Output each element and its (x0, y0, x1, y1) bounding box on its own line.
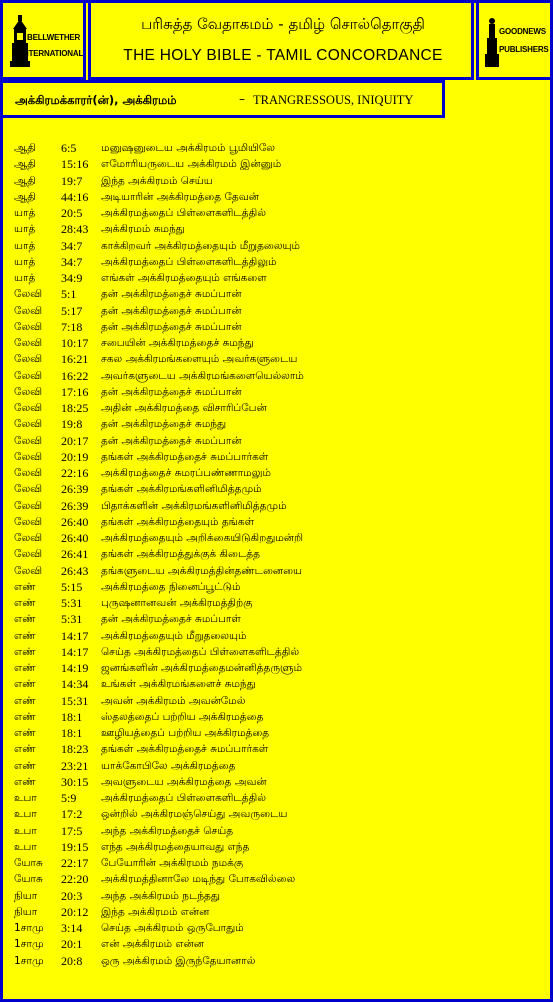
entry-reference: 5:31 (61, 612, 83, 627)
entry-book: 1சாமு (14, 954, 44, 967)
list-item (14, 774, 544, 790)
entry-text: தங்கள் அக்கிரமத்துக்குக் கிடைத்த (101, 548, 260, 561)
keyword-separator: – (239, 92, 245, 106)
list-item (14, 546, 544, 562)
entry-text: அக்கிரமத்தினாலே மடிந்து போகவில்லை (101, 873, 296, 886)
entry-reference: 17:2 (61, 807, 83, 822)
goodnews-logo (485, 13, 549, 69)
list-item (14, 449, 544, 465)
entry-reference: 22:16 (61, 466, 89, 480)
entry-reference: 20:17 (61, 433, 89, 448)
entry-book: லேவி (14, 385, 43, 398)
entry-reference: 34:9 (61, 271, 83, 285)
entry-book: எண் (14, 678, 36, 691)
entry-reference: 20:3 (61, 888, 83, 903)
entry-reference: 14:17 (61, 628, 89, 643)
entry-reference: 17:16 (61, 384, 89, 399)
list-item (14, 644, 544, 660)
entry-text: அவன் அக்கிரமம் அவன்மேல் (101, 694, 246, 707)
bellwether-logo-box (0, 0, 86, 80)
entry-book: எண் (14, 775, 36, 788)
entry-reference: 20:8 (61, 953, 83, 968)
entry-book: லேவி (14, 548, 43, 561)
entry-book: எண் (14, 613, 36, 626)
entry-text: எந்த அக்கிரமத்தையாவது எந்த (101, 840, 250, 853)
entry-reference: 20:19 (61, 449, 89, 464)
entry-book: ஆதி (14, 174, 36, 187)
list-item (14, 953, 544, 969)
entry-text: அக்கிரமத்தைப் பிள்ளைகளிடத்திலும் (101, 255, 277, 268)
right-logo-line2: PUBLISHERS (499, 45, 549, 54)
entry-book: யாத் (14, 272, 36, 284)
entry-text: யாக்கோபிலே அக்கிரமத்தை (101, 759, 236, 772)
entry-reference: 20:5 (61, 206, 83, 220)
entry-text: அக்கிரமம் சுமந்து (101, 223, 185, 236)
entry-book: எண் (14, 694, 36, 707)
entry-text: அக்கிரமத்தைச் சுமரப்பண்ணாமலும் (101, 467, 271, 479)
entry-text: எங்கள் அக்கிரமத்தையும் எங்களை (101, 272, 267, 284)
list-item (14, 693, 544, 709)
list-item (14, 790, 544, 806)
list-item (14, 465, 544, 481)
list-item (14, 270, 544, 286)
entry-reference: 18:25 (61, 401, 89, 415)
list-item (14, 904, 544, 920)
list-item (14, 433, 544, 449)
entry-book: எண் (14, 597, 36, 609)
entry-text: இந்த அக்கிரமம் செய்ய (101, 174, 213, 187)
entry-book: லேவி (14, 402, 43, 414)
list-item (14, 335, 544, 351)
keyword-tamil: அக்கிரமக்காரர்(ன்), அக்கிரமம் (15, 93, 177, 107)
entry-text: அவர்களுடைய அக்கிரமங்களையெல்லாம் (101, 369, 304, 382)
entry-reference: 16:21 (61, 352, 89, 367)
entry-book: லேவி (14, 450, 43, 463)
entry-book: லேவி (14, 320, 43, 333)
entry-book: எண் (14, 629, 36, 642)
entry-reference: 26:40 (61, 531, 89, 545)
statue-icon (485, 17, 499, 67)
title-box (88, 0, 474, 80)
entry-book: லேவி (14, 369, 43, 382)
entry-book: லேவி (14, 418, 43, 431)
entry-reference: 6:5 (61, 141, 77, 155)
entry-reference: 20:1 (61, 937, 83, 952)
entry-text: தங்கள் அக்கிரமத்தைச் சுமப்பார்கள் (101, 743, 269, 756)
left-logo-line1: BELLWETHER (27, 33, 81, 42)
entry-text: அக்கிரமத்தைப் பிள்ளைகளிடத்தில் (101, 792, 266, 804)
entry-reference: 19:8 (61, 417, 83, 432)
entry-book: உபா (14, 792, 37, 804)
entry-text: அவளுடைய அக்கிரமத்தை அவன் (101, 775, 267, 788)
entry-reference: 19:15 (61, 839, 89, 854)
entry-book: எண் (14, 727, 36, 739)
entry-reference: 5:17 (61, 303, 83, 318)
entry-book: லேவி (14, 483, 43, 496)
entry-reference: 5:1 (61, 287, 77, 302)
entry-reference: 26:40 (61, 514, 89, 529)
list-item (14, 563, 544, 579)
entry-book: லேவி (14, 532, 43, 544)
title-tamil: பரிசுத்த வேதாகமம் - தமிழ் சொல்தொகுதி (141, 15, 425, 33)
entry-text: தங்கள் அக்கிரமங்களினிமித்தமும் (101, 483, 262, 496)
entry-book: ஆதி (14, 142, 36, 154)
entry-reference: 26:39 (61, 482, 89, 497)
entry-text: தன் அக்கிரமத்தைச் சுமந்து (101, 418, 227, 431)
entry-book: ஆதி (14, 158, 36, 171)
entry-text: மனுஷனுடைய அக்கிரமம் பூமியிலே (101, 142, 276, 154)
list-item (14, 725, 544, 741)
entry-text: தன் அக்கிரமத்தைச் சுமப்பான் (101, 304, 242, 317)
entry-book: எண் (14, 710, 36, 723)
entry-book: யோசு (14, 873, 43, 886)
entry-text: அந்த அக்கிரமத்தைச் செய்த (101, 824, 234, 837)
entry-reference: 18:23 (61, 742, 89, 757)
entry-text: சபையின் அக்கிரமத்தைச் சுமந்து (101, 337, 254, 349)
entry-text: ஒன்றில் அக்கிரமஞ்செய்து அவருடைய (101, 808, 288, 821)
list-item (14, 871, 544, 887)
entry-book: 1சாமு (14, 922, 44, 934)
entry-text: அதின் அக்கிரமத்தை விசாரிப்பேன் (101, 402, 267, 414)
entry-reference: 14:17 (61, 644, 89, 659)
entry-reference: 26:39 (61, 498, 89, 513)
entry-reference: 34:7 (61, 254, 83, 269)
entry-reference: 23:21 (61, 758, 89, 773)
list-item (14, 481, 544, 497)
entry-reference: 3:14 (61, 921, 83, 935)
list-item (14, 741, 544, 757)
entry-reference: 5:15 (61, 579, 83, 594)
entry-text: ஜனங்களின் அக்கிரமத்தைமன்னித்தருளும் (101, 662, 303, 674)
entry-text: ஒரு அக்கிரமம் இருந்தேயானால் (101, 954, 256, 967)
entry-book: எண் (14, 645, 36, 658)
entry-reference: 18:1 (61, 709, 83, 724)
entry-text: எமோரியருடைய அக்கிரமம் இன்னும் (101, 158, 282, 171)
entry-text: புருஷனானவன் அக்கிரமத்திற்கு (101, 597, 253, 609)
entry-reference: 10:17 (61, 336, 89, 350)
entry-reference: 5:31 (61, 596, 83, 610)
entry-book: எண் (14, 662, 36, 674)
entry-book: லேவி (14, 288, 43, 301)
keyword-heading-box (0, 80, 445, 118)
list-item (14, 416, 544, 432)
entry-text: தன் அக்கிரமத்தைச் சுமப்பான் (101, 434, 242, 447)
entry-book: நியா (14, 905, 38, 918)
list-item (14, 855, 544, 871)
entry-text: செய்த அக்கிரமம் ஒருபோதும் (101, 922, 244, 934)
entry-text: உங்கள் அக்கிரமங்களைச் சுமந்து (101, 678, 256, 691)
entry-text: தன் அக்கிரமத்தைச் சுமப்பாள் (101, 613, 241, 626)
entry-reference: 44:16 (61, 189, 89, 204)
entry-reference: 34:7 (61, 238, 83, 253)
entry-reference: 26:43 (61, 563, 89, 578)
entry-book: நியா (14, 889, 38, 902)
entry-text: அடியாரின் அக்கிரமத்தை தேவன் (101, 190, 259, 203)
concordance-list (14, 140, 544, 969)
bellwether-logo (9, 13, 84, 69)
entry-reference: 18:1 (61, 726, 83, 740)
entry-book: லேவி (14, 304, 43, 317)
list-item (14, 676, 544, 692)
entry-book: லேவி (14, 337, 43, 349)
list-item (14, 498, 544, 514)
list-item (14, 595, 544, 611)
list-item (14, 173, 544, 189)
list-item (14, 400, 544, 416)
entry-book: யாத் (14, 255, 36, 268)
entry-text: என் அக்கிரமம் என்ன (101, 938, 204, 951)
list-item (14, 839, 544, 855)
list-item (14, 936, 544, 952)
entry-text: அக்கிரமத்தை நினைப்பூட்டும் (101, 580, 241, 593)
entry-book: யாத் (14, 207, 36, 219)
list-item (14, 709, 544, 725)
entry-book: லேவி (14, 564, 43, 577)
list-item (14, 514, 544, 530)
entry-book: யாத் (14, 223, 36, 236)
entry-reference: 19:7 (61, 173, 83, 188)
list-item (14, 660, 544, 676)
entry-reference: 15:16 (61, 157, 89, 172)
entry-book: லேவி (14, 499, 43, 512)
entry-text: தன் அக்கிரமத்தைச் சுமப்பான் (101, 288, 242, 301)
list-item (14, 140, 544, 156)
list-item (14, 319, 544, 335)
entry-reference: 28:43 (61, 222, 89, 237)
entry-book: உபா (14, 824, 37, 837)
entry-book: உபா (14, 840, 37, 853)
entry-book: உபா (14, 808, 37, 821)
list-item (14, 286, 544, 302)
list-item (14, 189, 544, 205)
entry-text: செய்த அக்கிரமத்தைப் பிள்ளைகளிடத்தில் (101, 645, 300, 658)
list-item (14, 823, 544, 839)
entry-reference: 26:41 (61, 547, 89, 562)
entry-text: ஸ்தலத்தைப் பற்றிய அக்கிரமத்தை (101, 710, 264, 723)
entry-reference: 5:9 (61, 791, 77, 805)
keyword-english: TRANGRESSOUS, INIQUITY (253, 93, 414, 107)
entry-text: அந்த அக்கிரமம் நடந்தது (101, 889, 221, 902)
entry-book: லேவி (14, 434, 43, 447)
entry-book: எண் (14, 580, 36, 593)
title-english: THE HOLY BIBLE - TAMIL CONCORDANCE (123, 47, 443, 64)
entry-reference: 17:5 (61, 823, 83, 838)
entry-text: அக்கிரமத்தையும் மீறுதலையும் (101, 629, 247, 642)
entry-book: ஆதி (14, 190, 36, 203)
list-item (14, 368, 544, 384)
entry-book: எண் (14, 759, 36, 772)
entry-book: லேவி (14, 353, 43, 366)
entry-reference: 14:19 (61, 661, 89, 675)
list-item (14, 205, 544, 221)
entry-reference: 16:22 (61, 368, 89, 383)
entry-text: அக்கிரமத்தைப் பிள்ளைகளிடத்தில் (101, 207, 266, 219)
list-item (14, 920, 544, 936)
entry-text: தங்கள் அக்கிரமத்தையும் தங்கள் (101, 515, 255, 528)
entry-text: காக்கிறவர் அக்கிரமத்தையும் மீறுதலையும் (101, 239, 301, 252)
entry-reference: 20:12 (61, 904, 89, 919)
entry-book: லேவி (14, 467, 43, 479)
right-logo-line1: GOODNEWS (499, 27, 546, 36)
entry-reference: 7:18 (61, 319, 83, 334)
entry-text: பிதாக்களின் அக்கிரமங்களினிமித்தமும் (101, 499, 287, 512)
list-item (14, 156, 544, 172)
entry-text: தங்கள் அக்கிரமத்தைச் சுமப்பார்கள் (101, 450, 269, 463)
entry-text: தன் அக்கிரமத்தைச் சுமப்பான் (101, 385, 242, 398)
list-item (14, 254, 544, 270)
list-item (14, 806, 544, 822)
entry-reference: 15:31 (61, 693, 89, 708)
entry-book: யோசு (14, 857, 43, 869)
entry-text: சகல அக்கிரமங்களையும் அவர்களுடைய (101, 353, 298, 366)
list-item (14, 758, 544, 774)
entry-text: பேயோரின் அக்கிரமம் நமக்கு (101, 857, 244, 869)
list-item (14, 303, 544, 319)
list-item (14, 530, 544, 546)
list-item (14, 888, 544, 904)
list-item (14, 238, 544, 254)
entry-reference: 14:34 (61, 677, 89, 692)
entry-text: இந்த அக்கிரமம் என்ன (101, 905, 210, 918)
left-logo-line2: INTERNATIONAL (21, 49, 84, 58)
entry-book: எண் (14, 743, 36, 756)
entry-book: 1சாமு (14, 938, 44, 951)
list-item (14, 384, 544, 400)
goodnews-logo-box (476, 0, 553, 80)
entry-text: தன் அக்கிரமத்தைச் சுமப்பான் (101, 320, 242, 333)
entry-text: அக்கிரமத்தையும் அறிக்கையிடுகிறதுமன்றி (101, 532, 304, 544)
entry-text: ஊழியத்தைப் பற்றிய அக்கிரமத்தை (101, 727, 270, 739)
entry-reference: 30:15 (61, 774, 89, 789)
entry-book: யாத் (14, 239, 36, 252)
list-item (14, 611, 544, 627)
entry-reference: 22:17 (61, 856, 89, 870)
entry-text: தங்களுடைய அக்கிரமத்தின்தண்டனையை (101, 564, 303, 577)
list-item (14, 628, 544, 644)
list-item (14, 579, 544, 595)
list-item (14, 221, 544, 237)
entry-reference: 22:20 (61, 872, 89, 887)
entry-book: லேவி (14, 515, 43, 528)
list-item (14, 351, 544, 367)
